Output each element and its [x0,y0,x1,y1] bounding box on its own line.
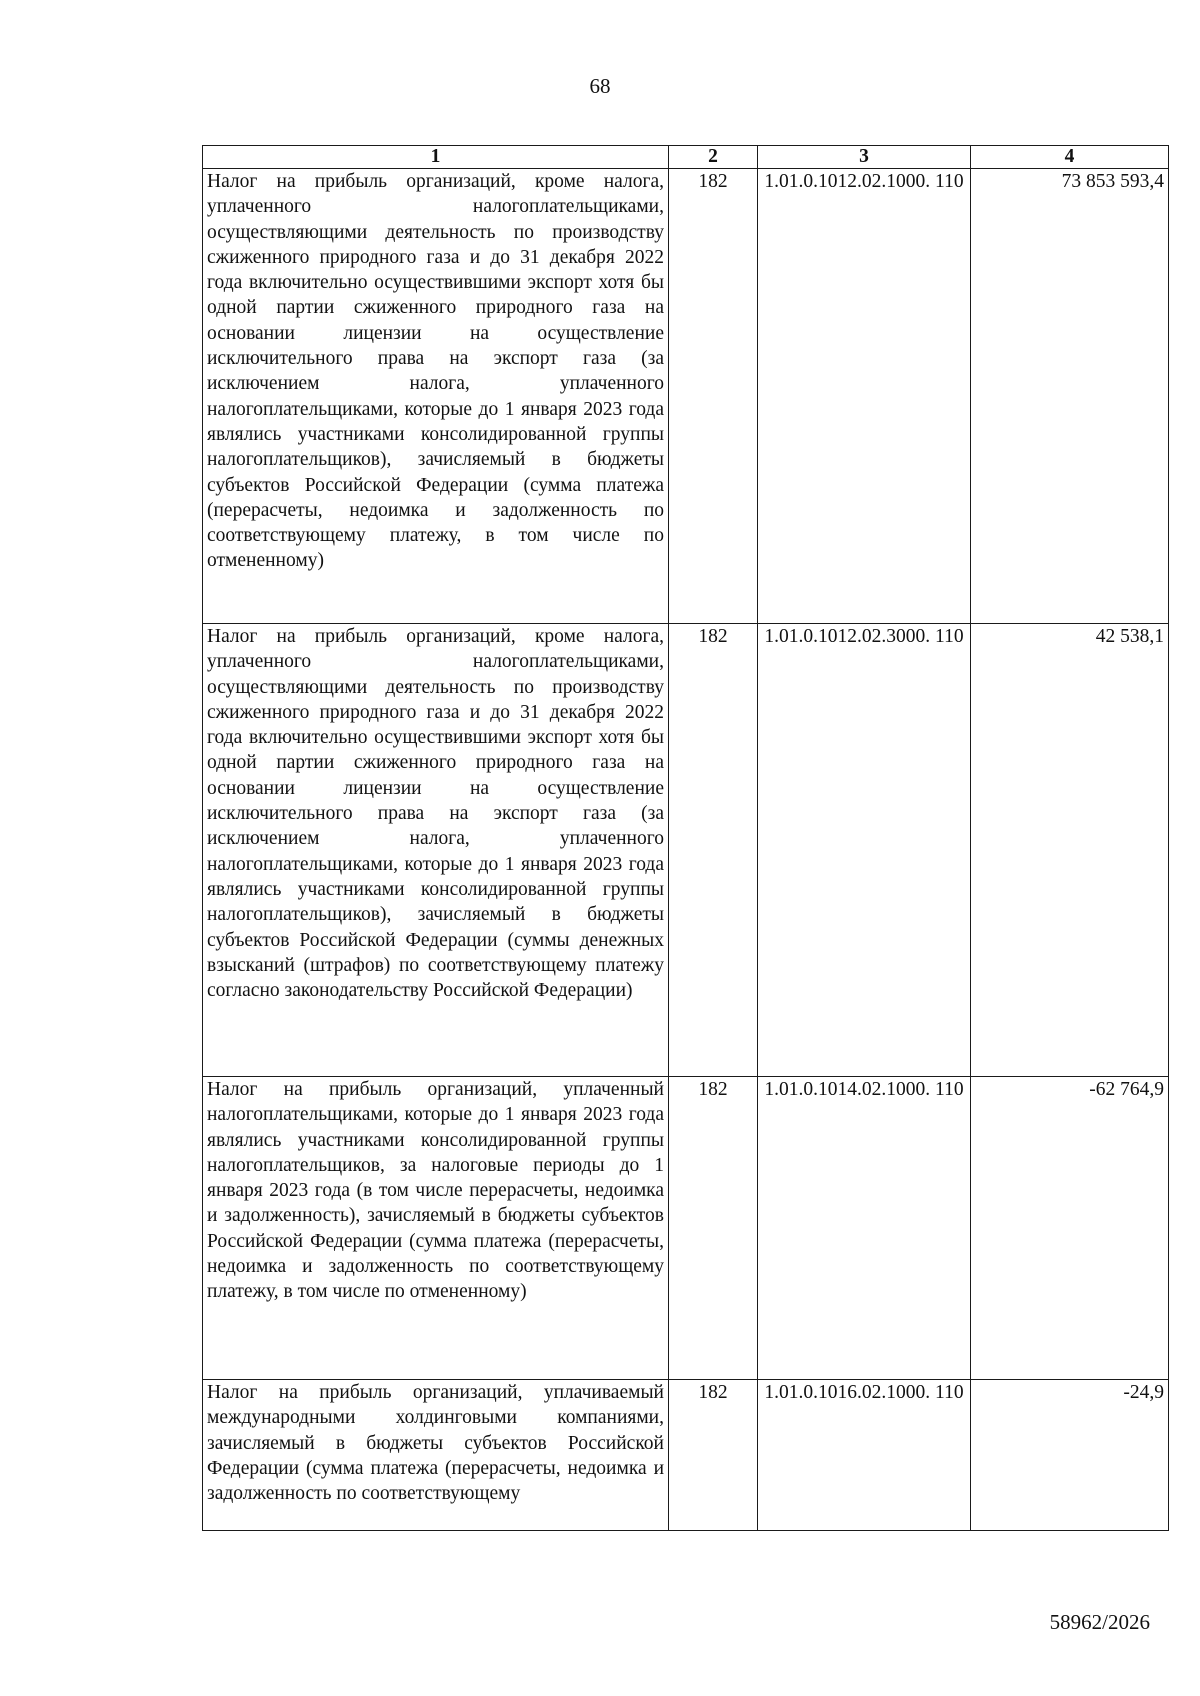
page-number: 68 [589,74,611,98]
admin-code-cell: 182 [669,1077,758,1380]
admin-code-cell: 182 [669,1380,758,1531]
revenue-name-cell: Налог на прибыль организаций, уплаченный налогоплательщиками, которые до 1 января 2023 года являлись участниками консолидированной группы налогоплательщиков, за налоговые периоды до 1 января 2023 года (в том числе перерасчеты, недоимка и задолженность), зачисляемый в бюджеты субъектов Российской Федерации (сумма платежа (перерасчеты, недоимка и задолженность по соответствующему платежу, в том числе по отмененному) [203,1077,669,1380]
amount-cell: -24,9 [971,1380,1169,1531]
budget-revenue-table [202,145,1169,1531]
table-header-row [203,146,1169,169]
document-number: 58962/2026 [1049,1610,1150,1634]
header-cell-4: 4 [971,146,1169,169]
amount-cell: 42 538,1 [971,624,1169,1077]
revenue-name-cell: Налог на прибыль организаций, уплачиваемый международными холдинговыми компаниями, зачисляемый в бюджеты субъектов Российской Федерации (сумма платежа (перерасчеты, недоимка и задолженность по соответствующему [203,1380,669,1531]
admin-code-cell: 182 [669,169,758,624]
table-row [203,1077,1169,1380]
table-row [203,1380,1169,1531]
header-cell-2: 2 [669,146,758,169]
classification-code-cell: 1.01.0.1012.02.1000. 110 [758,169,971,624]
table-row [203,169,1169,624]
amount-cell: -62 764,9 [971,1077,1169,1380]
header-cell-1: 1 [203,146,669,169]
header-cell-3: 3 [758,146,971,169]
revenue-name-cell: Налог на прибыль организаций, кроме налога, уплаченного налогоплательщиками, осуществляющими деятельность по производству сжиженного природного газа и до 31 декабря 2022 года включительно осуществившими экспорт хотя бы одной партии сжиженного природного газа на основании лицензии на осуществление исключительного права на экспорт газа (за исключением налога, уплаченного налогоплательщиками, которые до 1 января 2023 года являлись участниками консолидированной группы налогоплательщиков), зачисляемый в бюджеты субъектов Российской Федерации (сумма платежа (перерасчеты, недоимка и задолженность по соответствующему платежу, в том числе по отмененному) [203,169,669,624]
revenue-name-cell: Налог на прибыль организаций, кроме налога, уплаченного налогоплательщиками, осуществляющими деятельность по производству сжиженного природного газа и до 31 декабря 2022 года включительно осуществившими экспорт хотя бы одной партии сжиженного природного газа на основании лицензии на осуществление исключительного права на экспорт газа (за исключением налога, уплаченного налогоплательщиками, которые до 1 января 2023 года являлись участниками консолидированной группы налогоплательщиков), зачисляемый в бюджеты субъектов Российской Федерации (суммы денежных взысканий (штрафов) по соответствующему платежу согласно законодательству Российской Федерации) [203,624,669,1077]
table-row [203,624,1169,1077]
amount-cell: 73 853 593,4 [971,169,1169,624]
admin-code-cell: 182 [669,624,758,1077]
classification-code-cell: 1.01.0.1014.02.1000. 110 [758,1077,971,1380]
classification-code-cell: 1.01.0.1016.02.1000. 110 [758,1380,971,1531]
classification-code-cell: 1.01.0.1012.02.3000. 110 [758,624,971,1077]
